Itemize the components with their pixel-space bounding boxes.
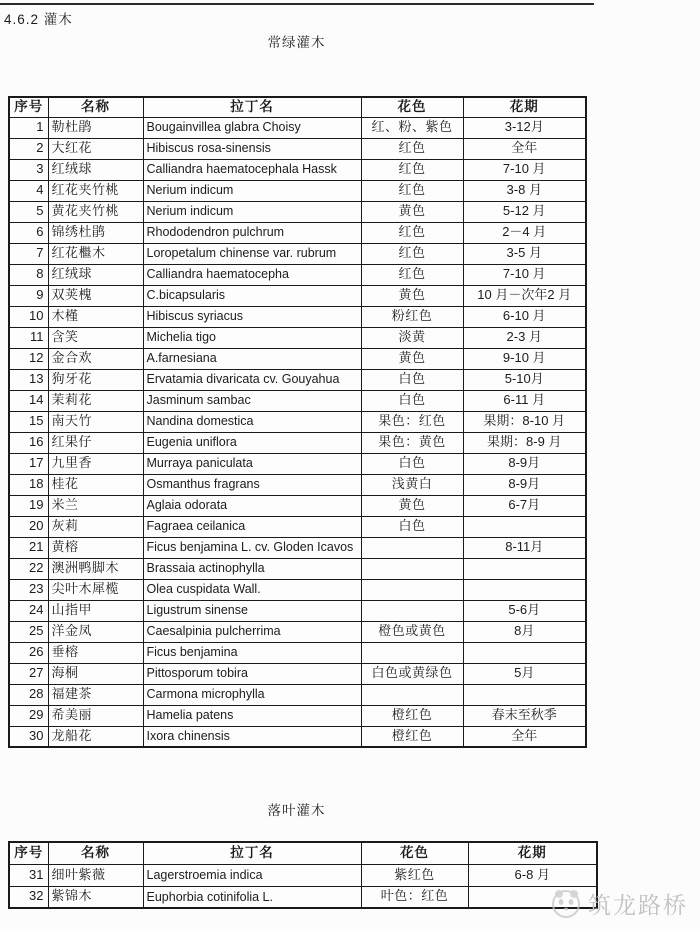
cell-no: 30 [9, 726, 48, 747]
cell-color: 紫红色 [361, 864, 468, 886]
cell-no: 32 [9, 886, 48, 908]
cell-no: 3 [9, 159, 48, 180]
cell-name: 细叶紫薇 [48, 864, 143, 886]
cell-latin: Ixora chinensis [143, 726, 361, 747]
table-row [9, 201, 586, 222]
cell-period: 8月 [463, 621, 586, 642]
cell-no: 7 [9, 243, 48, 264]
cell-no: 14 [9, 390, 48, 411]
cell-period: 2-3 月 [463, 327, 586, 348]
cell-name: 黄榕 [48, 537, 143, 558]
table-row [9, 495, 586, 516]
deciduous-table-header [9, 842, 597, 864]
cell-no: 2 [9, 138, 48, 159]
cell-period: 5月 [463, 663, 586, 684]
evergreen-table-caption: 常绿灌木 [267, 35, 326, 50]
cell-color [361, 579, 463, 600]
cell-period: 果期：8-10 月 [463, 411, 586, 432]
cell-latin: Lagerstroemia indica [143, 864, 361, 886]
cell-name: 红花夹竹桃 [48, 180, 143, 201]
cell-color: 红、粉、紫色 [361, 117, 463, 138]
cell-name: 山指甲 [48, 600, 143, 621]
cell-color [361, 537, 463, 558]
cell-name: 桂花 [48, 474, 143, 495]
table-row [9, 684, 586, 705]
table-row [9, 117, 586, 138]
cell-name: 福建茶 [48, 684, 143, 705]
cell-latin: Calliandra haematocepha [143, 264, 361, 285]
cell-name: 龙船花 [48, 726, 143, 747]
cell-period: 果期：8-9 月 [463, 432, 586, 453]
cell-name: 尖叶木犀榄 [48, 579, 143, 600]
cell-latin: Eugenia uniflora [143, 432, 361, 453]
cell-no: 17 [9, 453, 48, 474]
cell-color: 黄色 [361, 201, 463, 222]
table-row [9, 243, 586, 264]
cell-no: 21 [9, 537, 48, 558]
cell-color: 果色：黄色 [361, 432, 463, 453]
cell-color: 黄色 [361, 348, 463, 369]
cell-period: 6-10 月 [463, 306, 586, 327]
cell-name: 洋金凤 [48, 621, 143, 642]
cell-latin: Brassaia actinophylla [143, 558, 361, 579]
cell-latin: Bougainvillea glabra Choisy [143, 117, 361, 138]
cell-latin: Ervatamia divaricata cv. Gouyahua [143, 369, 361, 390]
cell-no: 19 [9, 495, 48, 516]
cell-name: 米兰 [48, 495, 143, 516]
cell-period: 春末至秋季 [463, 705, 586, 726]
cell-latin: Euphorbia cotinifolia L. [143, 886, 361, 908]
cell-period: 9-10 月 [463, 348, 586, 369]
cell-no: 11 [9, 327, 48, 348]
cell-name: 黄花夹竹桃 [48, 201, 143, 222]
cell-name: 海桐 [48, 663, 143, 684]
cell-name: 红绒球 [48, 159, 143, 180]
cell-name: 红花檵木 [48, 243, 143, 264]
header-row [9, 97, 586, 117]
cell-latin: Hibiscus syriacus [143, 306, 361, 327]
cell-color [361, 558, 463, 579]
table-row [9, 864, 597, 886]
cell-no: 24 [9, 600, 48, 621]
column-header: 序号 [9, 97, 48, 117]
cell-name: 大红花 [48, 138, 143, 159]
cell-latin: Loropetalum chinense var. rubrum [143, 243, 361, 264]
table-row [9, 886, 597, 908]
cell-period: 7-10 月 [463, 159, 586, 180]
table-row [9, 138, 586, 159]
cell-name: 狗牙花 [48, 369, 143, 390]
evergreen-table [8, 96, 587, 748]
cell-latin: Jasminum sambac [143, 390, 361, 411]
cell-name: 含笑 [48, 327, 143, 348]
cell-color: 白色或黄绿色 [361, 663, 463, 684]
cell-name: 茉莉花 [48, 390, 143, 411]
table-row [9, 222, 586, 243]
cell-latin: Olea cuspidata Wall. [143, 579, 361, 600]
cell-period: 6-7月 [463, 495, 586, 516]
cell-name: 南天竹 [48, 411, 143, 432]
table-row [9, 474, 586, 495]
cell-period [463, 642, 586, 663]
cell-period: 6-8 月 [468, 864, 597, 886]
table-row [9, 264, 586, 285]
cell-latin: Nerium indicum [143, 180, 361, 201]
cell-period [463, 684, 586, 705]
table-row [9, 600, 586, 621]
cell-no: 5 [9, 201, 48, 222]
cell-no: 8 [9, 264, 48, 285]
table-row [9, 621, 586, 642]
cell-no: 10 [9, 306, 48, 327]
cell-name: 灰莉 [48, 516, 143, 537]
table-row [9, 327, 586, 348]
cell-no: 25 [9, 621, 48, 642]
header-row [9, 842, 597, 864]
table-row [9, 369, 586, 390]
section-title: 4.6.2 灌木 [4, 12, 73, 27]
table-row [9, 285, 586, 306]
table-row [9, 516, 586, 537]
table-row [9, 306, 586, 327]
cell-period: 8-9月 [463, 453, 586, 474]
cell-no: 6 [9, 222, 48, 243]
table-row [9, 642, 586, 663]
cell-color: 淡黄 [361, 327, 463, 348]
deciduous-table-caption: 落叶灌木 [267, 803, 326, 818]
table-row [9, 432, 586, 453]
cell-color: 浅黄白 [361, 474, 463, 495]
cell-period [468, 886, 597, 908]
cell-color [361, 600, 463, 621]
cell-latin: Michelia tigo [143, 327, 361, 348]
cell-period: 2－4 月 [463, 222, 586, 243]
cell-period: 7-10 月 [463, 264, 586, 285]
cell-color: 白色 [361, 516, 463, 537]
cell-color: 橙色或黄色 [361, 621, 463, 642]
cell-period: 全年 [463, 138, 586, 159]
cell-period: 8-11月 [463, 537, 586, 558]
watermark-text: 筑龙路桥 [588, 891, 688, 918]
column-header: 花色 [361, 97, 463, 117]
table-row [9, 663, 586, 684]
cell-period: 3-5 月 [463, 243, 586, 264]
cell-period: 3-12月 [463, 117, 586, 138]
cell-color: 红色 [361, 180, 463, 201]
cell-color [361, 642, 463, 663]
column-header: 花期 [468, 842, 597, 864]
cell-name: 金合欢 [48, 348, 143, 369]
cell-latin: Rhododendron pulchrum [143, 222, 361, 243]
table-row [9, 558, 586, 579]
table-row [9, 726, 586, 747]
table-row [9, 159, 586, 180]
cell-no: 22 [9, 558, 48, 579]
column-header: 花色 [361, 842, 468, 864]
cell-period: 5-12 月 [463, 201, 586, 222]
cell-name: 木槿 [48, 306, 143, 327]
cell-no: 1 [9, 117, 48, 138]
cell-name: 双荚槐 [48, 285, 143, 306]
cell-no: 26 [9, 642, 48, 663]
cell-color: 白色 [361, 390, 463, 411]
column-header: 拉丁名 [143, 842, 361, 864]
cell-period: 3-8 月 [463, 180, 586, 201]
cell-latin: Pittosporum tobira [143, 663, 361, 684]
table-row [9, 180, 586, 201]
cell-period: 5-6月 [463, 600, 586, 621]
cell-no: 23 [9, 579, 48, 600]
cell-color: 橙红色 [361, 705, 463, 726]
cell-color: 白色 [361, 453, 463, 474]
cell-no: 31 [9, 864, 48, 886]
cell-latin: Ficus benjamina L. cv. Gloden Icavos [143, 537, 361, 558]
cell-no: 12 [9, 348, 48, 369]
column-header: 拉丁名 [143, 97, 361, 117]
cell-latin: Hamelia patens [143, 705, 361, 726]
column-header: 名称 [48, 97, 143, 117]
cell-color: 粉红色 [361, 306, 463, 327]
cell-name: 澳洲鸭脚木 [48, 558, 143, 579]
cell-name: 锦绣杜鹃 [48, 222, 143, 243]
cell-name: 紫锦木 [48, 886, 143, 908]
cell-latin: Hibiscus rosa-sinensis [143, 138, 361, 159]
evergreen-table-header [9, 97, 586, 117]
cell-period [463, 579, 586, 600]
cell-period: 全年 [463, 726, 586, 747]
cell-name: 希美丽 [48, 705, 143, 726]
cell-period [463, 558, 586, 579]
column-header: 序号 [9, 842, 48, 864]
cell-latin: A.farnesiana [143, 348, 361, 369]
table-row [9, 453, 586, 474]
cell-name: 勒杜鹃 [48, 117, 143, 138]
cell-color: 白色 [361, 369, 463, 390]
column-header: 花期 [463, 97, 586, 117]
table-row [9, 579, 586, 600]
cell-latin: Nerium indicum [143, 201, 361, 222]
cell-no: 18 [9, 474, 48, 495]
column-header: 名称 [48, 842, 143, 864]
cell-period: 10 月－次年2 月 [463, 285, 586, 306]
cell-color: 红色 [361, 243, 463, 264]
cell-color: 红色 [361, 222, 463, 243]
table-row [9, 390, 586, 411]
cell-latin: Ficus benjamina [143, 642, 361, 663]
cell-name: 垂榕 [48, 642, 143, 663]
cell-latin: Calliandra haematocephala Hassk [143, 159, 361, 180]
table-row [9, 537, 586, 558]
deciduous-table-body [9, 864, 597, 908]
cell-latin: C.bicapsularis [143, 285, 361, 306]
cell-name: 红果仔 [48, 432, 143, 453]
cell-latin: Caesalpinia pulcherrima [143, 621, 361, 642]
cell-color: 果色：红色 [361, 411, 463, 432]
cell-period: 8-9月 [463, 474, 586, 495]
cell-no: 16 [9, 432, 48, 453]
cell-no: 27 [9, 663, 48, 684]
table-row [9, 705, 586, 726]
cell-no: 4 [9, 180, 48, 201]
cell-color: 红色 [361, 159, 463, 180]
cell-latin: Ligustrum sinense [143, 600, 361, 621]
cell-no: 20 [9, 516, 48, 537]
evergreen-table-body [9, 117, 586, 747]
cell-period [463, 516, 586, 537]
cell-no: 9 [9, 285, 48, 306]
cell-name: 红绒球 [48, 264, 143, 285]
cell-color: 橙红色 [361, 726, 463, 747]
cell-latin: Osmanthus fragrans [143, 474, 361, 495]
cell-latin: Fagraea ceilanica [143, 516, 361, 537]
cell-color: 叶色：红色 [361, 886, 468, 908]
cell-color: 红色 [361, 138, 463, 159]
cell-latin: Nandina domestica [143, 411, 361, 432]
cell-latin: Murraya paniculata [143, 453, 361, 474]
cell-color: 红色 [361, 264, 463, 285]
table-row [9, 348, 586, 369]
table-row [9, 411, 586, 432]
cell-latin: Carmona microphylla [143, 684, 361, 705]
cell-color: 黄色 [361, 495, 463, 516]
cell-color: 黄色 [361, 285, 463, 306]
cell-no: 29 [9, 705, 48, 726]
cell-period: 6-11 月 [463, 390, 586, 411]
cell-latin: Aglaia odorata [143, 495, 361, 516]
cell-name: 九里香 [48, 453, 143, 474]
cell-period: 5-10月 [463, 369, 586, 390]
cell-no: 13 [9, 369, 48, 390]
cell-no: 28 [9, 684, 48, 705]
page-top-rule [0, 3, 594, 5]
deciduous-table [8, 841, 598, 909]
cell-color [361, 684, 463, 705]
cell-no: 15 [9, 411, 48, 432]
